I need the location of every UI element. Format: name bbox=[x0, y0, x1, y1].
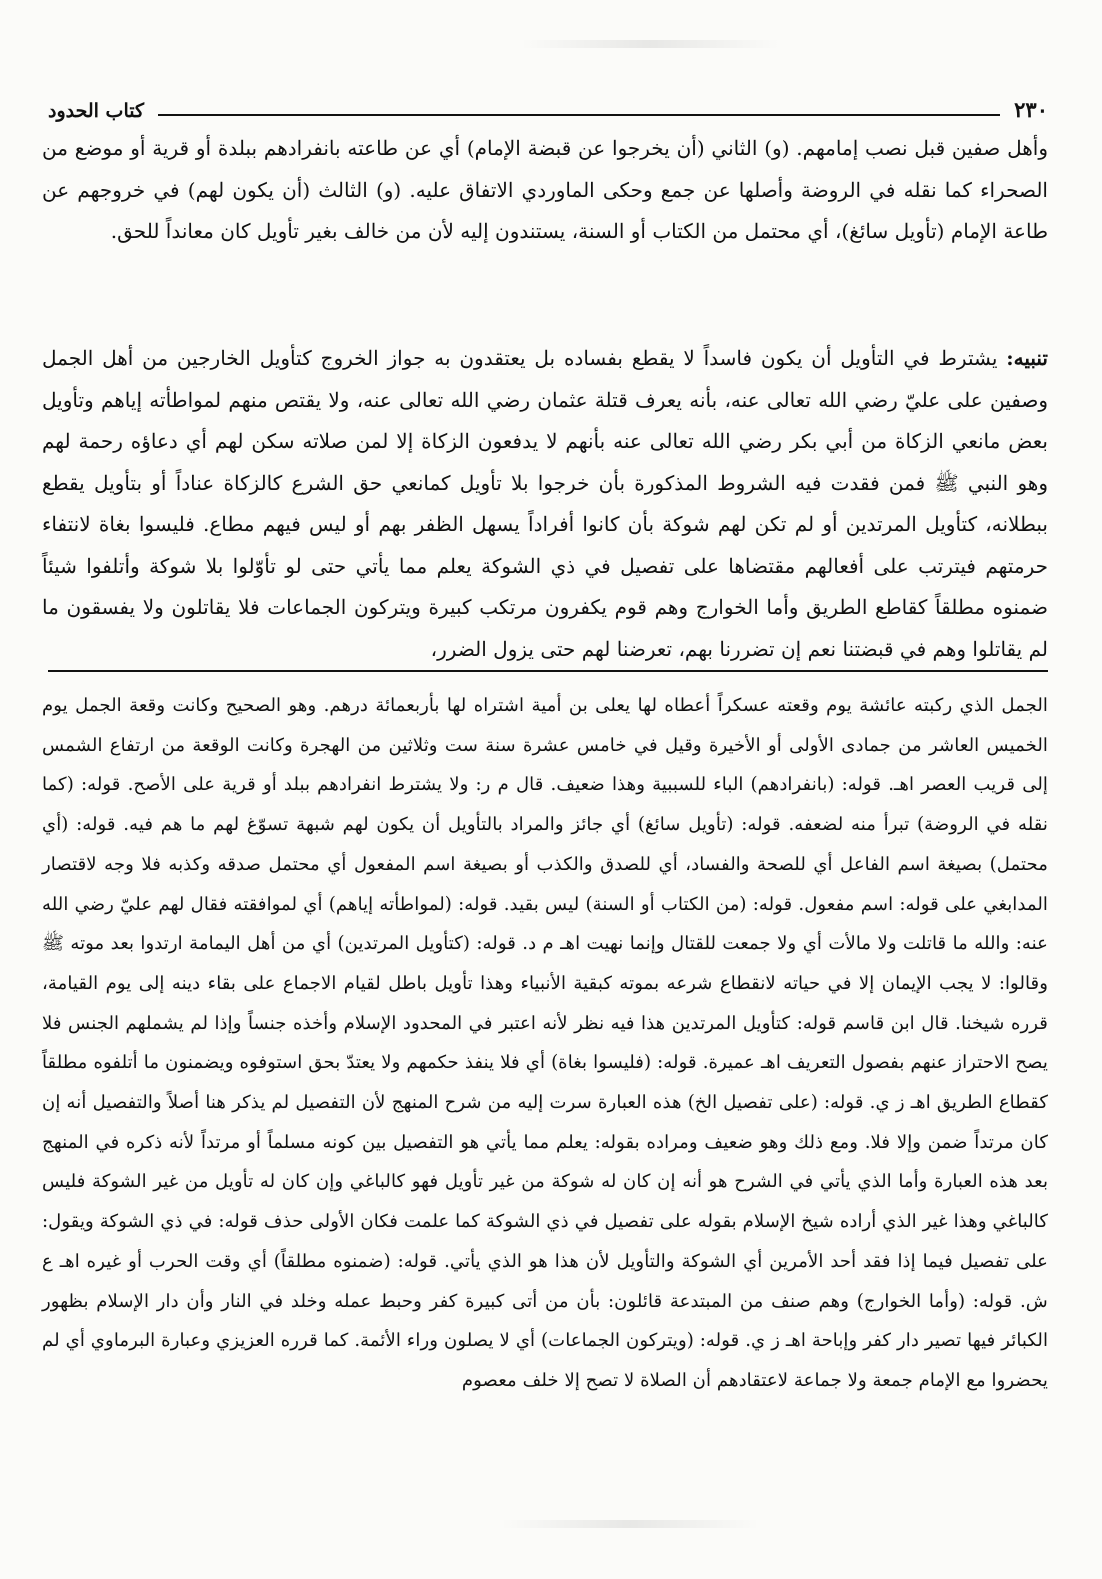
scan-artifact-top bbox=[520, 40, 780, 48]
footnotes-block: الجمل الذي ركبته عائشة يوم وقعته عسكراً أعطاه لها يعلى بن أمية اشتراه لها بأربعمائة درهم. وهو الصحيح وكانت وقعة الجمل يوم الخميس العاشر من جمادى الأولى أو الأخيرة وقيل في خامس عشرة سنة ست وثلاثين من الهجرة وكانت الوقعة من ارتفاع الشمس إلى قريب العصر اهـ. قوله: (بانفرادهم) الباء للسببية وهذا ضعيف. قال م ر: ولا يشترط انفرادهم ببلد أو قرية على الأصح. قوله: (كما نقله في الروضة) تبرأ منه لضعفه. قوله: (تأويل سائغ) أي جائز والمراد بالتأويل أن يكون لهم شبهة تسوّغ لهم ما هم فيه. قوله: (أي محتمل) بصيغة اسم الفاعل أي للصحة والفساد، أي للصدق والكذب أو بصيغة اسم المفعول أي محتمل صدقه وكذبه فلا وجه لاقتصار المدابغي على قوله: اسم مفعول. قوله: (من الكتاب أو السنة) ليس بقيد. قوله: (لمواطأته إياهم) أي لموافقته فقال لهم عليّ رضي الله عنه: والله ما قاتلت ولا مالأت أي ولا جمعت للقتال وإنما نهيت اهـ م د. قوله: (كتأويل المرتدين) أي من أهل اليمامة ارتدوا بعد موته ﷺ وقالوا: لا يجب الإيمان إلا في حياته لانقطاع شرعه بموته كبقية الأنبياء وهذا تأويل باطل لقيام الاجماع على بقاء دينه إلى يوم القيامة، قرره شيخنا. قال ابن قاسم قوله: كتأويل المرتدين هذا فيه نظر لأنه اعتبر في المحدود الإسلام وأخذه جنساً وإذا لم يشملهم الجنس فلا يصح الاحتراز عنهم بفصول التعريف اهـ عميرة. قوله: (فليسوا بغاة) أي فلا ينفذ حكمهم ولا يعتدّ بحق استوفوه ويضمنون ما أتلفوه مطلقاً كقطاع الطريق اهـ ز ي. قوله: (على تفصيل الخ) هذه العبارة سرت إليه من شرح المنهج لأن التفصيل لم يذكر هنا أصلاً والتفصيل أنه إن كان مرتداً ضمن وإلا فلا. ومع ذلك وهو ضعيف ومراده بقوله: يعلم مما يأتي هو التفصيل بين كونه مسلماً أو مرتداً لأنه ذكره في المنهج بعد هذه العبارة وأما الذي يأتي في الشرح هو أنه إن كان له شوكة من غير تأويل فهو كالباغي وإن كان له تأويل من غير الشوكة فليس كالباغي وهذا غير الذي أراده شيخ الإسلام بقوله على تفصيل في ذي الشوكة كما علمت فكان الأولى حذف قوله: في ذي الشوكة ويقول: على تفصيل فيما إذا فقد أحد الأمرين أي الشوكة والتأويل لأن هذا هو الذي يأتي. قوله: (ضمنوه مطلقاً) أي وقت الحرب أو غيره اهـ ع ش. قوله: (وأما الخوارج) وهم صنف من المبتدعة قائلون: بأن من أتى كبيرة كفر وحبط عمله وخلد في النار وأن دار الإسلام بظهور الكبائر فيها تصير دار كفر وإباحة اهـ ز ي. قوله: (ويتركون الجماعات) أي لا يصلون وراء الأئمة. كما قرره العزيزي وعبارة البرماوي أي لم يحضروا مع الإمام جمعة ولا جماعة لاعتقادهم أن الصلاة لا تصح إلا خلف معصوم bbox=[42, 695, 1048, 1391]
footnote-divider bbox=[48, 670, 1048, 672]
note-lead: تنبيه: bbox=[1006, 346, 1048, 370]
chapter-title: كتاب الحدود bbox=[48, 100, 145, 122]
running-header bbox=[48, 88, 1048, 122]
main-paragraph-2 bbox=[42, 338, 1048, 670]
header-rule bbox=[158, 114, 1000, 116]
page-number: ٢٣٠ bbox=[1014, 97, 1048, 122]
main-paragraph-1: وأهل صفين قبل نصب إمامهم. (و) الثاني (أن يخرجوا عن قبضة الإمام) أي عن طاعته بانفرادهم ببلدة أو قرية أو موضع من الصحراء كما نقله في الروضة وأصلها عن جمع وحكى الماوردي الاتفاق عليه. (و) الثالث (أن يكون لهم) في خروجهم عن طاعة الإمام (تأويل سائغ)، أي محتمل من الكتاب أو السنة، يستندون إليه لأن من خالف بغير تأويل كان معانداً للحق. bbox=[42, 136, 1048, 243]
scan-artifact-bottom bbox=[500, 1520, 760, 1528]
note-body: يشترط في التأويل أن يكون فاسداً لا يقطع بفساده بل يعتقدون به جواز الخروج كتأويل الخارجين من أهل الجمل وصفين على عليّ رضي الله تعالى عنه، بأنه يعرف قتلة عثمان رضي الله تعالى عنه، ولا يقتص منهم لمواطأته إياهم وتأويل بعض مانعي الزكاة من أبي بكر رضي الله تعالى عنه بأنهم لا يدفعون الزكاة إلا لمن صلاته سكن لهم أي دعاؤه رحمة لهم وهو النبي ﷺ فمن فقدت فيه الشروط المذكورة بأن خرجوا بلا تأويل كمانعي حق الشرع كالزكاة عناداً أو بتأويل يقطع ببطلانه، كتأويل المرتدين أو لم تكن لهم شوكة بأن كانوا أفراداً يسهل الظفر بهم أو ليس فيهم مطاع. فليسوا بغاة لانتفاء حرمتهم فيترتب على أفعالهم مقتضاها على تفصيل في ذي الشوكة يعلم مما يأتي حتى لو تأوّلوا بلا شوكة وأتلفوا شيئاً ضمنوه مطلقاً كقاطع الطريق وأما الخوارج وهم قوم يكفرون مرتكب كبيرة ويتركون الجماعات فلا يقاتلون ولا يفسقون ما لم يقاتلوا وهم في قبضتنا نعم إن تضررنا بهم، تعرضنا لهم حتى يزول الضرر، bbox=[42, 346, 1048, 661]
